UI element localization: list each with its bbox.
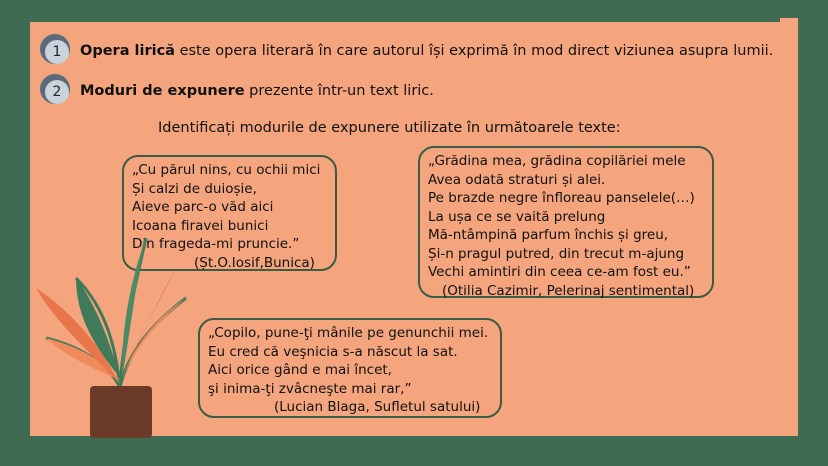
potted-plant-illustration xyxy=(36,228,206,440)
quote-source: (Șt.O.Iosif,Bunica) xyxy=(194,254,315,271)
point-1-definition: este opera literară în care autorul își exprimă în mod direct viziunea asupra lumii. xyxy=(174,43,774,59)
quote-line: Pe brazde negre înfloreau panselele(…) xyxy=(428,190,695,206)
quote-line: Și-n pragul putred, din trecut m-ajung xyxy=(428,245,685,262)
number-badge-icon xyxy=(40,74,74,108)
corner-tab xyxy=(780,18,798,28)
quote-line: Icoana firavei bunici xyxy=(132,217,269,234)
quote-box-blaga xyxy=(198,318,502,418)
quote-line: „Grădina mea, grădina copilăriei mele xyxy=(428,153,686,169)
quote-line: Și calzi de duioșie, xyxy=(132,180,257,197)
point-1 xyxy=(40,34,773,68)
quote-source: (Lucian Blaga, Sufletul satului) xyxy=(274,399,481,415)
quote-line: Avea odată straturi și alei. xyxy=(428,171,606,188)
number-badge-label: 1 xyxy=(45,40,69,64)
quote-line: La ușa ce se vaită prelung xyxy=(428,208,606,225)
task-instruction: Identificați modurile de expunere utilizate în următoarele texte: xyxy=(158,120,621,136)
point-2-definition: prezente într-un text liric. xyxy=(244,83,434,99)
point-2-term: Moduri de expunere xyxy=(80,83,245,99)
point-1-term: Opera lirică xyxy=(80,43,175,59)
number-badge-label: 2 xyxy=(45,80,69,104)
quote-line: Aici orice gând e mai încet, xyxy=(208,362,392,378)
quote-source: (Otilia Cazimir, Pelerinaj sentimental) xyxy=(442,282,695,299)
quote-line: „Copilo, pune-ţi mânile pe genunchii mei. xyxy=(208,325,489,341)
quote-line: Vechi amintiri din ceea ce-am fost eu.” xyxy=(428,264,691,280)
quote-line: „Cu părul nins, cu ochii mici xyxy=(132,162,321,178)
quote-line: Eu cred că veşnicia s-a născut la sat. xyxy=(208,343,458,360)
point-1-text xyxy=(80,43,773,59)
quote-line: Aieve parc-o văd aici xyxy=(132,199,274,215)
point-2 xyxy=(40,74,434,108)
quote-box-cazimir xyxy=(418,146,714,298)
quote-line: Mă-ntâmpină parfum închis și greu, xyxy=(428,227,669,243)
point-2-text xyxy=(80,83,434,99)
quote-line: Din fragedа-mi pruncie.” xyxy=(132,236,300,252)
quote-line: şi inima-ţi zvâcneşte mai rar,” xyxy=(208,380,412,397)
number-badge-icon xyxy=(40,34,74,68)
